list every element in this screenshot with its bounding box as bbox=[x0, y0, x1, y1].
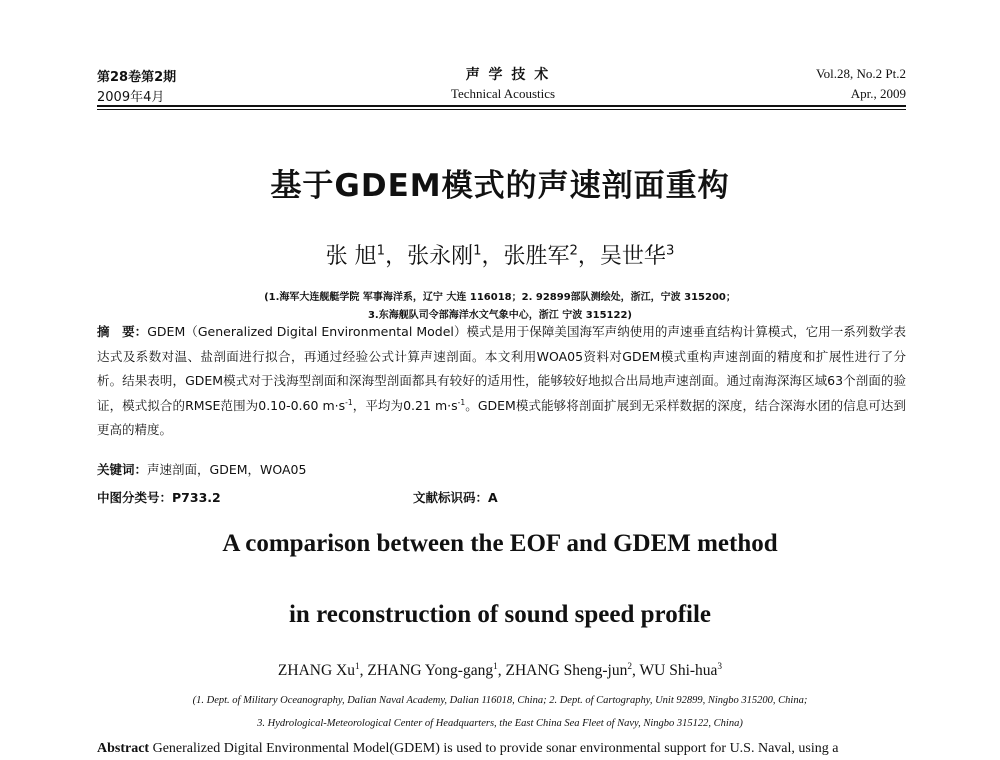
en-author-affiliation-mark: 3 bbox=[717, 661, 723, 672]
cn-author-name: 吴世华 bbox=[599, 244, 666, 269]
en-author-affiliation-mark: 2 bbox=[627, 661, 633, 672]
journal-volume-en: Vol.28, No.2 Pt.2 bbox=[815, 66, 906, 81]
en-author-affiliation-mark: 1 bbox=[354, 661, 360, 672]
affiliation-en-line2: 3. Hydrological-Meteorological Center of Headquarters, the East China Sea Fleet of Navy, Ningbo 315122, China) bbox=[257, 718, 743, 729]
keywords-cn-label: 关键词： bbox=[97, 462, 148, 477]
document-code-value: A bbox=[488, 490, 498, 505]
cn-author-affiliation-mark: 1 bbox=[376, 243, 386, 259]
header-rule bbox=[97, 105, 906, 107]
keywords-cn bbox=[97, 460, 306, 478]
en-author-affiliation-mark: 1 bbox=[493, 661, 498, 672]
cn-author-affiliation-mark: 1 bbox=[473, 243, 482, 259]
unit-exponent-2: -1 bbox=[457, 397, 466, 407]
cn-author-separator: ， bbox=[481, 244, 504, 269]
cn-author-affiliation-mark: 3 bbox=[665, 243, 675, 259]
header-rule-thin bbox=[97, 109, 906, 110]
abstract-cn-text-1: GDEM（Generalized Digital Environmental Model）模式是用于保障美国海军声纳使用的声速垂直结构计算模式，它用一系列数学表达式及系数对温、盐剖面进行拟合，再通过经验公式计算声速剖面。本文利用WOA05资料对GDEM模式重构声速剖面的精度和扩展性进行了分析。结果表明，GDEM模式对于浅海型剖面和深海型剖面都具有较好的适用性，能够较好地拟合出局地声速剖面。通过南海深海区域63个剖面的验证，模式拟合的RMSE范围为0.10-0.60 m·s bbox=[97, 324, 906, 413]
paper-title-en-line1: A comparison between the EOF and GDEM method bbox=[222, 530, 778, 557]
abstract-cn-label: 摘 要： bbox=[97, 324, 148, 339]
en-author-separator: , bbox=[359, 662, 368, 679]
affiliation-cn-line2: 3.东海舰队司令部海洋水文气象中心，浙江 宁波 315122) bbox=[367, 310, 633, 321]
unit-exponent-1: -1 bbox=[345, 397, 353, 407]
abstract-cn bbox=[97, 320, 906, 458]
abstract-en-text: Generalized Digital Environmental Model(GDEM) is used to provide sonar environmental support for U.S. Naval, using a bbox=[152, 741, 839, 756]
document-code-label: 文献标识码： bbox=[413, 490, 489, 505]
paper-title-en-line2: in reconstruction of sound speed profile bbox=[288, 601, 712, 628]
journal-volume-issue: 第28卷第2期 bbox=[97, 70, 177, 85]
cn-author-name: 张胜军 bbox=[503, 244, 570, 269]
clc-label: 中图分类号： bbox=[97, 490, 173, 505]
en-author-name: ZHANG Yong-gang bbox=[367, 662, 494, 679]
document-code bbox=[413, 488, 498, 506]
en-author-name: ZHANG Xu bbox=[277, 662, 355, 679]
affiliation-cn-line1: (1.海军大连舰艇学院 军事海洋系，辽宁 大连 116018；2. 92899部队测绘处，浙江，宁波 315200； bbox=[264, 292, 736, 303]
journal-name-en: Technical Acoustics bbox=[450, 86, 556, 101]
cn-author-affiliation-mark: 2 bbox=[569, 243, 578, 259]
abstract-en bbox=[97, 741, 838, 757]
keywords-cn-value: 声速剖面，GDEM，WOA05 bbox=[147, 462, 307, 477]
en-author-name: ZHANG Sheng-jun bbox=[505, 662, 628, 679]
abstract-en-label: Abstract bbox=[97, 741, 150, 756]
paper-title-cn: 基于GDEM模式的声速剖面重构 bbox=[270, 168, 730, 204]
cn-author-separator: ， bbox=[385, 244, 408, 269]
journal-date-en: Apr., 2009 bbox=[850, 86, 906, 101]
authors-cn bbox=[0, 239, 1000, 270]
clc-number bbox=[97, 488, 221, 506]
affiliation-en-line1: (1. Dept. of Military Oceanography, Dalian Naval Academy, Dalian 116018, China; 2. Dept. of Cartography, Unit 92899, Ningbo 315200, China; bbox=[192, 695, 808, 706]
abstract-cn-text-2: ，平均为0.21 m·s bbox=[352, 397, 458, 413]
cn-author-separator: ， bbox=[577, 244, 600, 269]
en-author-name: WU Shi-hua bbox=[639, 662, 718, 679]
clc-value: P733.2 bbox=[172, 490, 221, 505]
journal-name-cn: 声 学 技 术 bbox=[465, 67, 551, 83]
journal-date-cn: 2009年4月 bbox=[97, 90, 165, 105]
cn-author-name: 张 旭 bbox=[325, 244, 377, 269]
en-author-separator: , bbox=[497, 662, 506, 679]
en-author-separator: , bbox=[632, 662, 640, 679]
abstract-cn-text-3: 。GDEM模式能够将剖面扩展到无采样数据的深度，结合深海水团的信息可达到更高的精度。 bbox=[97, 397, 907, 437]
authors-en bbox=[0, 662, 1000, 680]
cn-author-name: 张永刚 bbox=[407, 244, 474, 269]
